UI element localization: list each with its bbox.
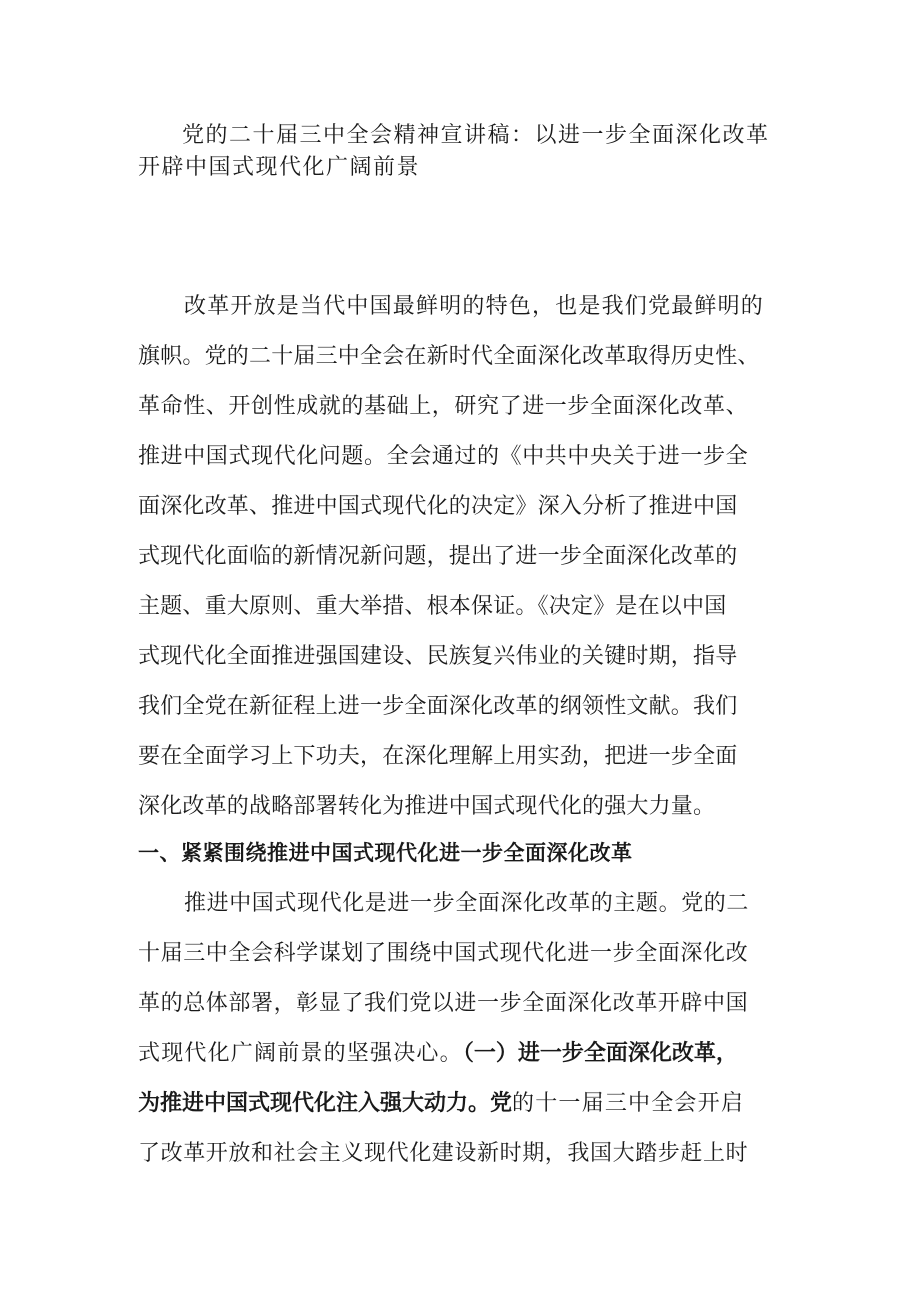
section-line: 十届三中全会科学谋划了围绕中国式现代化进一步全面深化改	[138, 941, 749, 966]
section-line-text: 式现代化广阔前景的坚强决心。	[138, 1041, 463, 1066]
intro-line: 旗帜。党的二十届三中全会在新时代全面深化改革取得历史性、	[138, 344, 760, 369]
intro-line: 式现代化全面推进强国建设、民族复兴伟业的关键时期，指导	[138, 644, 738, 669]
intro-line: 主题、重大原则、重大举措、根本保证。《决定》是在以中国	[138, 594, 727, 619]
section-line-text: 的十一届三中全会开启	[512, 1091, 745, 1116]
subsection-heading: （一）进一步全面深化改革，	[462, 1041, 738, 1066]
section-line	[138, 1089, 744, 1119]
section-line: 推进中国式现代化是进一步全面深化改革的主题。党的二	[184, 891, 750, 916]
section-line	[138, 1039, 738, 1069]
intro-line: 面深化改革、推进中国式现代化的决定》深入分析了推进中国	[138, 494, 738, 519]
intro-line: 要在全面学习上下功夫，在深化理解上用实劲，把进一步全面	[138, 744, 738, 769]
intro-line: 深化改革的战略部署转化为推进中国式现代化的强大力量。	[138, 794, 716, 819]
section-line: 革的总体部署，彰显了我们党以进一步全面深化改革开辟中国	[138, 991, 749, 1016]
intro-line: 改革开放是当代中国最鲜明的特色，也是我们党最鲜明的	[184, 294, 765, 319]
intro-line: 式现代化面临的新情况新问题，提出了进一步全面深化改革的	[138, 544, 738, 569]
section-line: 了改革开放和社会主义现代化建设新时期，我国大踏步赶上时	[138, 1141, 749, 1166]
intro-line: 推进中国式现代化问题。全会通过的《中共中央关于进一步全	[138, 444, 749, 469]
subsection-heading-cont: 为推进中国式现代化注入强大动力。党	[138, 1091, 513, 1116]
document-title: 党的二十届三中全会精神宣讲稿：以进一步全面深化改革开辟中国式现代化广阔前景	[138, 123, 770, 180]
section-heading: 一、紧紧围绕推进中国式现代化进一步全面深化改革	[138, 841, 633, 865]
intro-line: 革命性、开创性成就的基础上，研究了进一步全面深化改革、	[138, 394, 749, 419]
intro-line: 我们全党在新征程上进一步全面深化改革的纲领性文献。我们	[138, 694, 738, 719]
